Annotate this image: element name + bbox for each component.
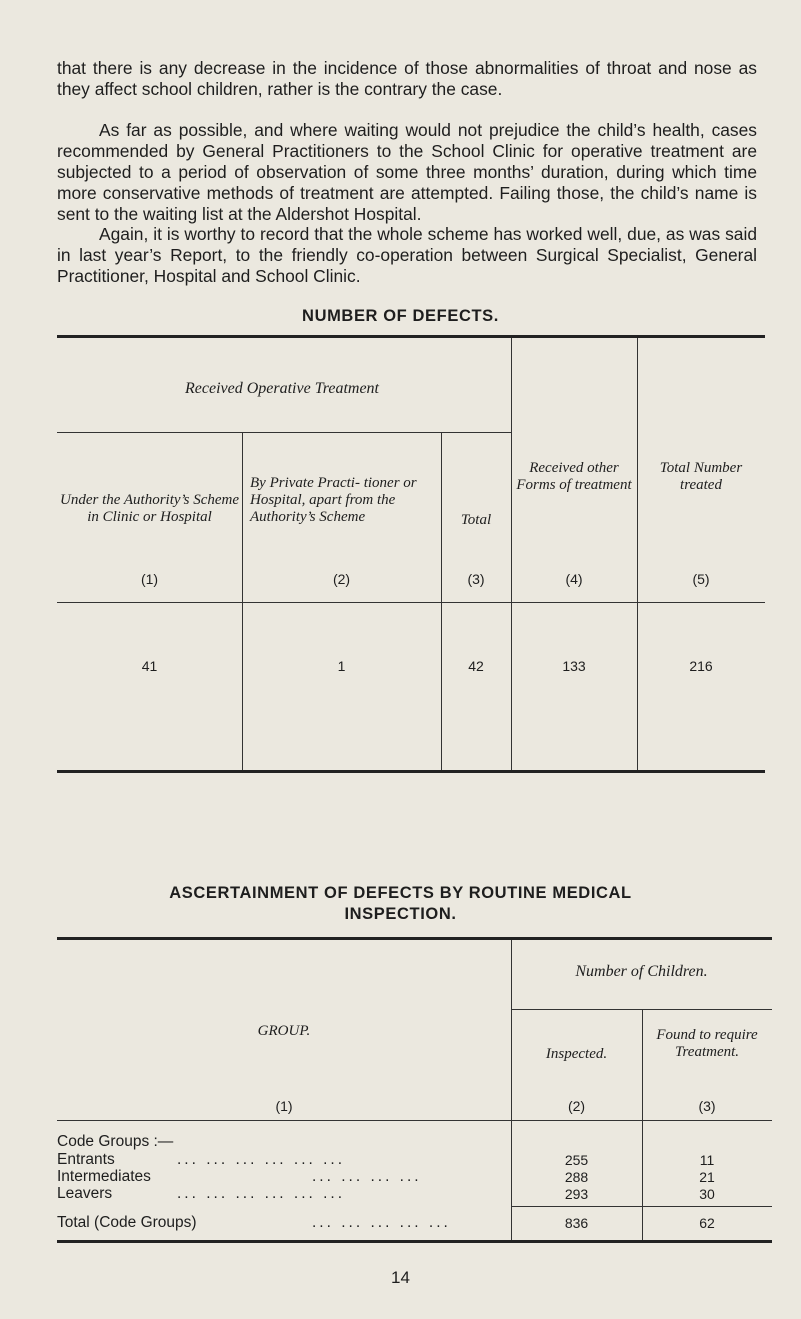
total-found: 62 <box>699 1215 715 1231</box>
leavers-found: 30 <box>699 1186 715 1202</box>
table-bottom-rule <box>57 770 765 773</box>
page-number: 14 <box>391 1268 410 1287</box>
found-number: (3) <box>698 1098 716 1114</box>
table-row <box>57 1151 346 1168</box>
value-col3: 42 <box>468 658 484 674</box>
row-leader-dots: ... ... ... ... ... ... <box>177 1185 346 1202</box>
col2-number: (2) <box>332 571 351 587</box>
value-col2: 1 <box>337 658 346 674</box>
found-treatment-header: Found to require Treatment. <box>656 1027 758 1060</box>
inspected-number: (2) <box>567 1098 586 1114</box>
inspection-table-title-2: INSPECTION. <box>344 905 457 923</box>
table2-bottom-rule <box>57 1240 772 1243</box>
intermediates-inspected: 288 <box>564 1169 589 1185</box>
row-leader-dots: ... ... ... ... ... ... <box>177 1151 346 1168</box>
code-groups-label: Code Groups :— <box>57 1133 174 1150</box>
value-col4: 133 <box>562 658 586 674</box>
paragraph-3: Again, it is worthy to record that the whole scheme has worked well, due, as was said in last year’s Report, to the friendly co-operation between Surgical Specialist, General Practitioner, Hospital and School Clinic. <box>57 224 757 286</box>
leavers-inspected: 293 <box>564 1186 589 1202</box>
header-received-operative: Received Operative Treatment <box>185 380 379 397</box>
paragraph-1: that there is any decrease in the incidence of those abnormalities of throat and nose as they affect school children, rather is the contrary the case. <box>57 58 757 99</box>
intermediates-found: 21 <box>699 1169 715 1185</box>
table2-top-rule <box>57 937 772 940</box>
col2-header: By Private Practi- tioner or Hospital, apart from the Authority’s Scheme <box>250 475 417 525</box>
col1-header: Under the Authority’s Scheme in Clinic or Hospital <box>60 492 239 525</box>
entrants-found: 11 <box>699 1152 715 1168</box>
table-top-rule <box>57 335 765 338</box>
row-label-intermediates: Intermediates <box>57 1168 151 1185</box>
row-label-total: Total (Code Groups) <box>57 1214 197 1231</box>
paragraph-2: As far as possible, and where waiting would not prejudice the child’s health, cases recommended by General Practitioners to the School Clinic for operative treatment are subjected to a period of observation of some three months’ duration, during which time more conservative methods of treatment are attempted. Failing those, the child’s name is sent to the waiting list at the Aldershot Hospital. <box>57 120 757 224</box>
row-label-leavers: Leavers <box>57 1185 113 1202</box>
total-inspected: 836 <box>564 1215 589 1231</box>
col3-number: (3) <box>467 571 485 587</box>
inspection-table-title-1: ASCERTAINMENT OF DEFECTS BY ROUTINE MEDICAL <box>169 884 632 902</box>
entrants-inspected: 255 <box>564 1152 589 1168</box>
col5-number: (5) <box>692 571 710 587</box>
col4-number: (4) <box>565 571 583 587</box>
table-row <box>57 1185 346 1202</box>
header-divider <box>57 432 511 433</box>
row-leader-dots: ... ... ... ... <box>312 1168 422 1185</box>
table-row-total <box>57 1214 451 1231</box>
row-label-entrants: Entrants <box>57 1151 115 1168</box>
group-number: (1) <box>275 1098 293 1114</box>
col4-header: Received other Forms of treatment <box>516 460 632 493</box>
col3-header: Total <box>460 512 492 528</box>
body-divider <box>57 602 765 603</box>
defects-table-title: NUMBER OF DEFECTS. <box>302 307 499 325</box>
col1-number: (1) <box>140 571 159 587</box>
number-of-children-header: Number of Children. <box>575 963 708 980</box>
group-header: GROUP. <box>257 1023 311 1039</box>
col5-header: Total Number treated <box>659 460 743 493</box>
value-col5: 216 <box>689 658 713 674</box>
table-row <box>57 1168 422 1185</box>
inspected-header: Inspected. <box>545 1046 608 1062</box>
row-leader-dots: ... ... ... ... ... <box>312 1214 451 1231</box>
value-col1: 41 <box>141 658 158 674</box>
